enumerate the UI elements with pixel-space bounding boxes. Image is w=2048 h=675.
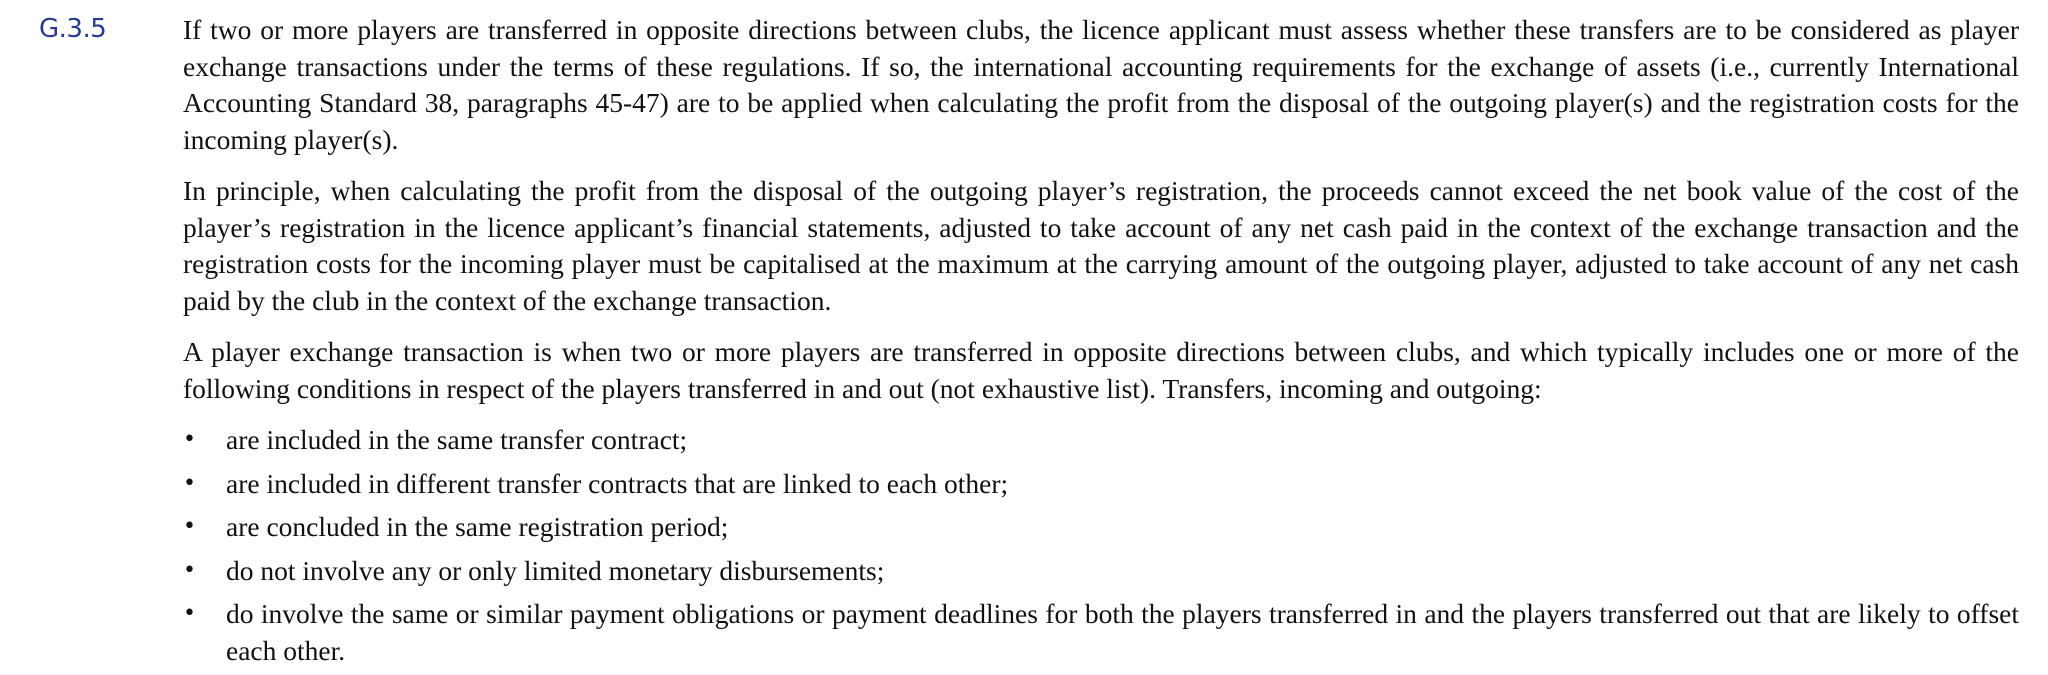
conditions-list (183, 422, 2019, 669)
list-item-text: are included in the same transfer contract; (226, 424, 688, 455)
paragraph-definition: A player exchange transaction is when two or more players are transferred in opposite directions between clubs, and which typically includes one or more of the following conditions in respect of the players transferred in and out (not exhaustive list). Transfers, incoming and outgoing: (183, 336, 2019, 404)
list-item (183, 553, 2019, 590)
list-item-text: do not involve any or only limited monetary disbursements; (226, 554, 885, 586)
list-item-text: do involve the same or similar payment obligations or payment deadlines for both the players transferred in and the players transferred out that are likely to offset each other. (226, 598, 2019, 666)
bullet-icon: • (183, 557, 196, 583)
bullet-icon: • (183, 514, 196, 539)
list-item (183, 596, 2019, 669)
list-item-text: are included in different transfer contracts that are linked to each other; (226, 467, 1009, 499)
list-item (183, 509, 2019, 546)
bullet-icon: • (183, 427, 196, 452)
section-body (183, 12, 2019, 675)
list-item-text: are concluded in the same registration period; (226, 511, 729, 542)
section-number: G.3.5 (39, 14, 107, 44)
bullet-icon: • (183, 601, 196, 626)
list-item (183, 422, 2019, 459)
paragraph-exchange-assessment: If two or more players are transferred in opposite directions between clubs, the licence applicant must assess whether these transfers are to be considered as player exchange transactions under the terms of these regulations. If so, the international accounting requirements for the exchange of assets (i.e., currently International Accounting Standard 38, paragraphs 45-47) are to be applied when calculating the profit from the disposal of the outgoing player(s) and the registration costs for the incoming player(s). (183, 14, 2019, 155)
bullet-icon: • (183, 470, 196, 496)
list-item (183, 466, 2019, 503)
paragraph-principle: In principle, when calculating the profit from the disposal of the outgoing player’s registration, the proceeds cannot exceed the net book value of the cost of the player’s registration in the licence applicant’s financial statements, adjusted to take account of any net cash paid in the context of the exchange transaction and the registration costs for the incoming player must be capitalised at the maximum at the carrying amount of the outgoing player, adjusted to take account of any net cash paid by the club in the context of the exchange transaction. (183, 175, 2019, 316)
